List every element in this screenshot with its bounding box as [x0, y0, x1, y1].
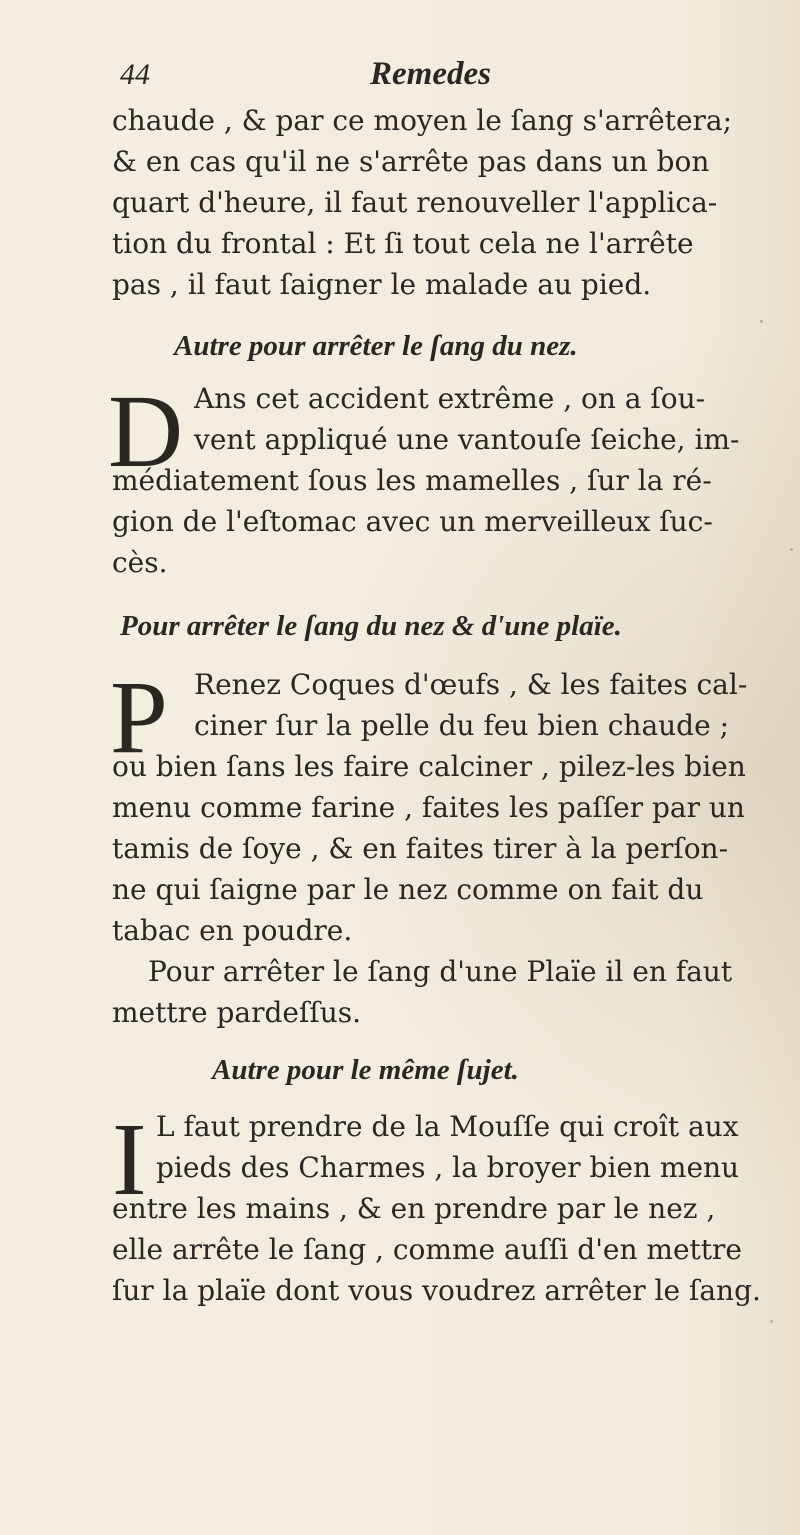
text-line: ſur la plaïe dont vous voudrez arrêter le ſang. — [112, 1274, 761, 1307]
text-line: tabac en poudre. — [112, 914, 353, 947]
drop-initial: D — [108, 374, 184, 489]
section-paragraph — [110, 660, 748, 1033]
text-line: Ans cet accident extrême , on a ſou- — [194, 382, 706, 415]
paper-speck — [790, 548, 793, 551]
text-line: tion du frontal : Et ſi tout cela ne l'arrête — [112, 227, 694, 260]
running-head: Remedes — [370, 56, 491, 92]
text-line: Renez Coques d'œufs , & les faites cal- — [194, 668, 748, 701]
paper-speck — [760, 320, 763, 323]
continuation-paragraph — [112, 100, 733, 305]
section-heading: Autre pour arrêter le ſang du nez. — [174, 330, 578, 362]
text-line: quart d'heure, il faut renouveller l'applica- — [112, 186, 718, 219]
section-paragraph — [112, 378, 740, 583]
section-heading: Pour arrêter le ſang du nez & d'une plaïe. — [120, 610, 622, 642]
text-line: gion de l'eſtomac avec un merveilleux ſuc- — [112, 505, 713, 538]
text-line: L faut prendre de la Mouſſe qui croît aux — [156, 1110, 739, 1143]
drop-initial: I — [112, 1102, 147, 1217]
text-line: & en cas qu'il ne s'arrête pas dans un bon — [112, 145, 710, 178]
text-line: médiatement ſous les mamelles , ſur la ré- — [112, 464, 712, 497]
section-paragraph — [112, 1102, 761, 1311]
text-line: cès. — [112, 546, 168, 579]
text-line: ciner ſur la pelle du feu bien chaude ; — [194, 709, 730, 742]
text-line: Pour arrêter le ſang d'une Plaïe il en faut — [148, 955, 733, 988]
text-line: elle arrête le ſang , comme auſſi d'en mettre — [112, 1233, 742, 1266]
text-line: ne qui ſaigne par le nez comme on fait du — [112, 873, 704, 906]
paper-speck — [770, 1320, 773, 1323]
text-line: tamis de ſoye , & en faites tirer à la perſon- — [112, 832, 729, 865]
drop-initial: P — [110, 660, 168, 775]
section-heading: Autre pour le même ſujet. — [212, 1054, 519, 1086]
text-line: vent appliqué une vantouſe ſeiche, im- — [194, 423, 740, 456]
page-number: 44 — [120, 58, 150, 91]
text-line: pas , il faut ſaigner le malade au pied. — [112, 268, 652, 301]
text-line: ou bien ſans les faire calciner , pilez-les bien — [112, 750, 746, 783]
text-line: menu comme farine , faites les paſſer par un — [112, 791, 745, 824]
text-line: entre les mains , & en prendre par le nez , — [112, 1192, 716, 1225]
page-header — [120, 58, 680, 102]
text-line: chaude , & par ce moyen le ſang s'arrêtera; — [112, 104, 733, 137]
text-line: mettre pardeſſus. — [112, 996, 362, 1029]
text-line: pieds des Charmes , la broyer bien menu — [156, 1151, 740, 1184]
